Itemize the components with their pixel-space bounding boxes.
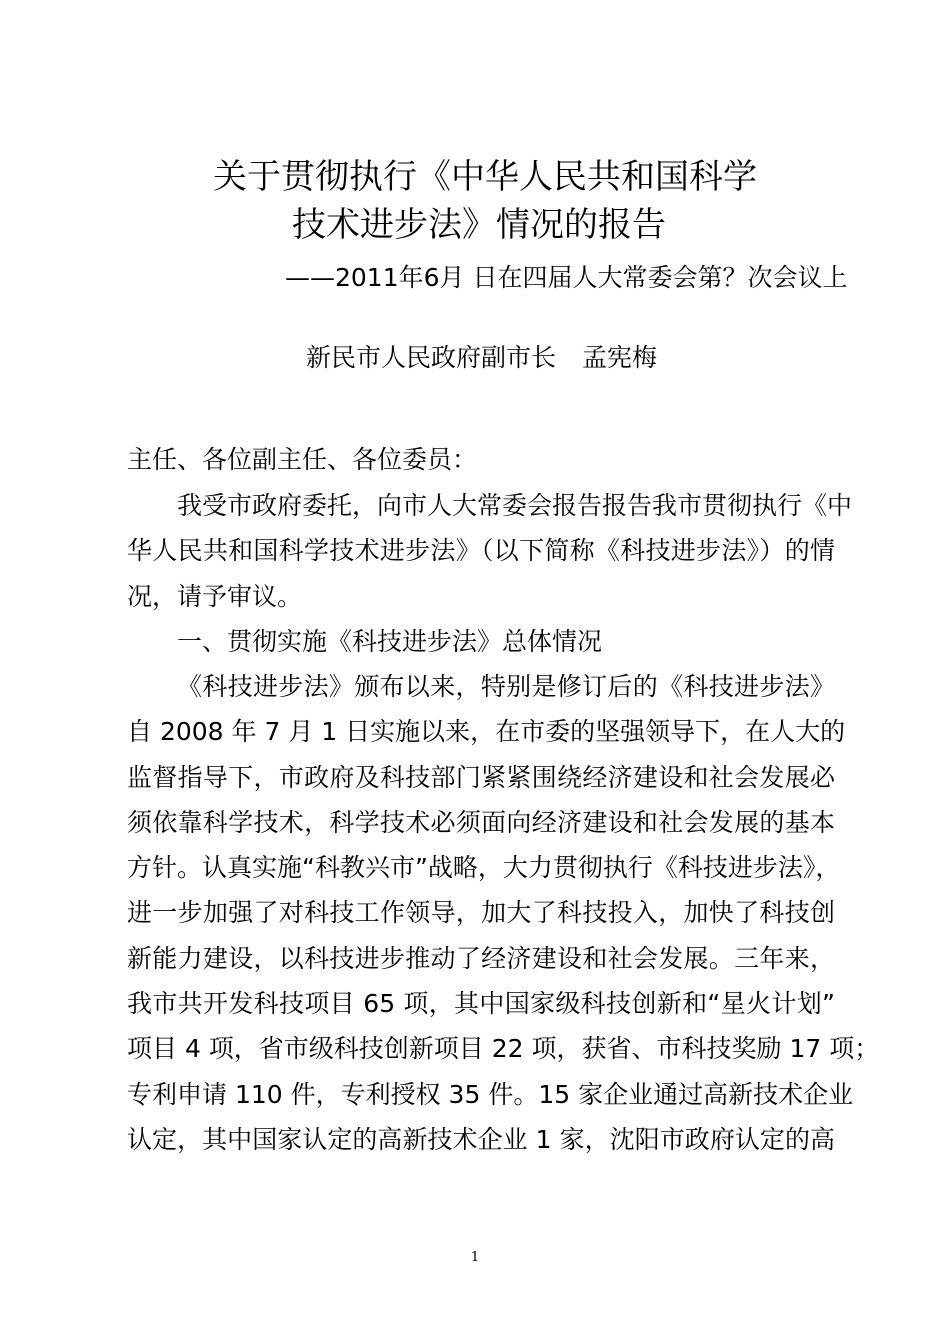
- paragraph-line: 《科技进步法》颁布以来，特别是修订后的《科技进步法》: [177, 672, 835, 701]
- paragraph-line: 进一步加强了对科技工作领导，加大了科技投入，加快了科技创: [127, 898, 835, 928]
- author-line: [306, 341, 657, 375]
- paragraph-line: 自 2008 年 7 月 1 日实施以来，在市委的坚强领导下，在人大的: [127, 717, 846, 747]
- report-subtitle: ——2011年6月 日在四届人大常委会第？次会议上: [285, 263, 848, 292]
- report-title-line-2: 技术进步法》情况的报告: [292, 205, 666, 245]
- author-name: 孟宪梅: [582, 343, 658, 372]
- paragraph-line: 方针。认真实施“科教兴市”战略，大力贯彻执行《科技进步法》，: [127, 853, 841, 883]
- paragraph-line: 监督指导下，市政府及科技部门紧紧围绕经济建设和社会发展必: [127, 762, 835, 792]
- section-heading-1: [127, 619, 835, 664]
- report-title-line-1: 关于贯彻执行《中华人民共和国科学: [213, 157, 757, 197]
- paragraph-line: 须依靠科学技术，科学技术必须面向经济建设和社会发展的基本: [127, 807, 835, 837]
- salutation: 主任、各位副主任、各位委员：: [127, 445, 478, 474]
- paragraph-line: 况，请予审议。: [127, 581, 303, 611]
- paragraph-line: 新能力建设，以科技进步推动了经济建设和社会发展。三年来，: [127, 943, 835, 973]
- paragraph-2: [127, 664, 880, 1162]
- author-title: 新民市人民政府副市长: [306, 343, 557, 372]
- paragraph-line: 专利申请 110 件，专利授权 35 件。15 家企业通过高新技术企业: [127, 1079, 854, 1109]
- paragraph-line: 华人民共和国科学技术进步法》（以下简称《科技进步法》）的情: [127, 536, 835, 566]
- paragraph-line: 认定，其中国家认定的高新技术企业 1 家，沈阳市政府认定的高: [127, 1124, 835, 1154]
- paragraph-1: [127, 483, 853, 619]
- paragraph-line: 项目 4 项，省市级科技创新项目 22 项，获省、市科技奖励 17 项；: [127, 1034, 880, 1064]
- section-heading-text: 一、贯彻实施《科技进步法》总体情况: [177, 627, 603, 656]
- paragraph-line: 我市共开发科技项目 65 项，其中国家级科技创新和“星火计划”: [127, 989, 835, 1019]
- paragraph-line: 我受市政府委托，向市人大常委会报告报告我市贯彻执行《中: [177, 491, 853, 520]
- page-number: 1: [470, 1250, 480, 1265]
